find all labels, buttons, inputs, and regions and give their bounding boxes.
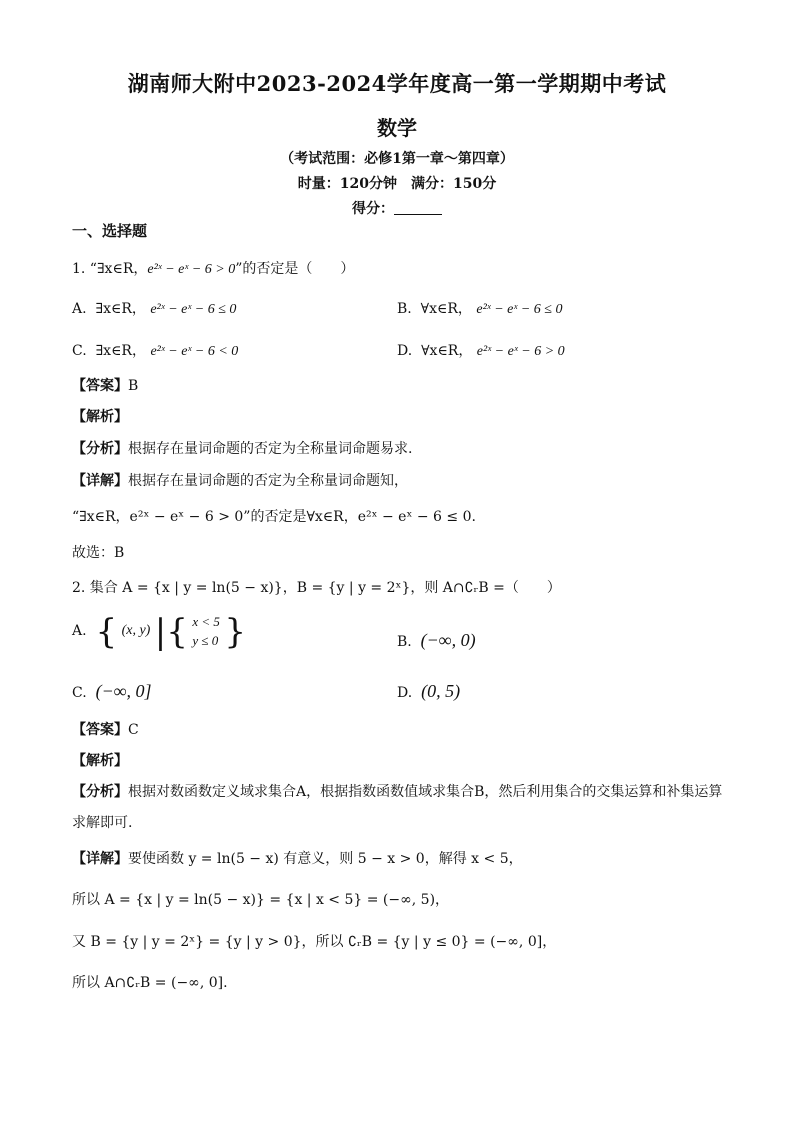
option-expression: e²ˣ − eˣ − 6 ≤ 0 bbox=[150, 302, 237, 317]
left-brace: { bbox=[95, 612, 118, 652]
q1-option-b bbox=[397, 298, 562, 318]
fenxi-tag: 【分析】 bbox=[72, 441, 128, 457]
q2-xiangjie bbox=[72, 848, 523, 868]
option-expression: (0, 5) bbox=[421, 681, 461, 701]
option-label: B. bbox=[397, 634, 412, 650]
analysis-tag: 【解析】 bbox=[72, 753, 128, 769]
option-expression: (−∞, 0) bbox=[420, 630, 476, 650]
q1-stem-suffix: ”的否定是（ ） bbox=[235, 261, 355, 277]
right-brace: } bbox=[224, 612, 246, 652]
option-expression: e²ˣ − eˣ − 6 > 0 bbox=[476, 344, 565, 359]
q1-xiangjie bbox=[72, 470, 408, 490]
option-quantifier: ∃x∈R， bbox=[95, 343, 146, 359]
option-label: A. bbox=[72, 301, 87, 317]
fenxi-tag: 【分析】 bbox=[72, 784, 128, 800]
xiangjie-tag: 【详解】 bbox=[72, 473, 128, 489]
q1-answer bbox=[72, 375, 138, 395]
option-label: D. bbox=[397, 685, 413, 701]
q2-analysis-tag bbox=[72, 750, 128, 770]
option-expression: (x, y) bbox=[121, 623, 151, 638]
inequality-system bbox=[192, 612, 220, 650]
q2-option-a bbox=[72, 612, 246, 652]
q1-option-d bbox=[397, 340, 565, 360]
option-quantifier: ∀x∈R， bbox=[420, 301, 472, 317]
q2-option-c bbox=[72, 681, 152, 702]
option-label: C. bbox=[72, 343, 87, 359]
answer-value: C bbox=[128, 722, 139, 738]
q1-analysis-tag bbox=[72, 406, 128, 426]
system-row-1: x < 5 bbox=[192, 614, 220, 629]
score-blank bbox=[394, 200, 442, 215]
answer-value: B bbox=[128, 378, 139, 394]
q2-option-b bbox=[397, 630, 476, 651]
option-quantifier: ∀x∈R， bbox=[421, 343, 473, 359]
option-label: C. bbox=[72, 685, 87, 701]
bar-brace: |{ bbox=[154, 612, 188, 652]
q1-detail-line: “∃x∈R，e²ˣ − eˣ − 6 > 0”的否定是∀x∈R，e²ˣ − eˣ − 6 ≤ 0. bbox=[72, 509, 476, 525]
score-line bbox=[0, 198, 794, 218]
q2-option-d bbox=[397, 681, 460, 702]
option-label: A. bbox=[72, 623, 87, 639]
q1-option-c bbox=[72, 340, 238, 360]
option-quantifier: ∃x∈R， bbox=[95, 301, 146, 317]
xiangjie-tag: 【详解】 bbox=[72, 851, 128, 867]
q2-fenxi-cont: 求解即可. bbox=[72, 815, 133, 831]
exam-time-score: 时量：120分钟 满分：150分 bbox=[297, 176, 497, 192]
exam-scope: （考试范围：必修1第一章～第四章） bbox=[280, 151, 514, 167]
score-label: 得分： bbox=[352, 201, 394, 217]
q1-fenxi bbox=[72, 438, 412, 458]
q2-step-2: 又 B = {y | y = 2ˣ} = {y | y > 0}，所以 ∁ᵣB = {y | y ≤ 0} = (−∞, 0]， bbox=[72, 934, 557, 950]
exam-subject: 数学 bbox=[377, 116, 417, 140]
option-expression: e²ˣ − eˣ − 6 < 0 bbox=[150, 344, 239, 359]
option-label: B. bbox=[397, 301, 412, 317]
q2-step-1: 所以 A = {x | y = ln(5 − x)} = {x | x < 5} = (−∞, 5)， bbox=[72, 892, 450, 908]
option-expression: e²ˣ − eˣ − 6 ≤ 0 bbox=[476, 302, 563, 317]
q2-step-3: 所以 A∩∁ᵣB = (−∞, 0]. bbox=[72, 975, 228, 991]
section-title: 一、选择题 bbox=[72, 222, 148, 240]
q2-fenxi bbox=[72, 781, 722, 801]
analysis-tag: 【解析】 bbox=[72, 409, 128, 425]
xiangjie-text: 要使函数 y = ln(5 − x) 有意义，则 5 − x > 0，解得 x < 5， bbox=[128, 851, 523, 867]
option-expression: (−∞, 0] bbox=[95, 681, 152, 701]
q1-stem bbox=[72, 258, 354, 278]
q2-answer bbox=[72, 719, 139, 739]
system-row-2: y ≤ 0 bbox=[192, 633, 219, 648]
answer-tag: 【答案】 bbox=[72, 722, 128, 738]
exam-title: 湖南师大附中2023-2024学年度高一第一学期期中考试 bbox=[127, 71, 667, 96]
q1-stem-prefix: 1. “∃x∈R， bbox=[72, 261, 148, 277]
xiangjie-text: 根据存在量词命题的否定为全称量词命题知， bbox=[128, 473, 408, 489]
q2-stem: 2. 集合 A = {x | y = ln(5 − x)}，B = {y | y = 2ˣ}，则 A∩∁ᵣB =（ ） bbox=[72, 580, 561, 596]
fenxi-text: 根据对数函数定义域求集合A，根据指数函数值域求集合B，然后利用集合的交集运算和补集运算 bbox=[128, 784, 723, 800]
q1-stem-math: e²ˣ − eˣ − 6 > 0 bbox=[147, 262, 236, 277]
option-label: D. bbox=[397, 343, 413, 359]
fenxi-text: 根据存在量词命题的否定为全称量词命题易求. bbox=[128, 441, 413, 457]
q1-option-a bbox=[72, 298, 236, 318]
q1-conclusion: 故选：B bbox=[72, 545, 125, 561]
answer-tag: 【答案】 bbox=[72, 378, 128, 394]
